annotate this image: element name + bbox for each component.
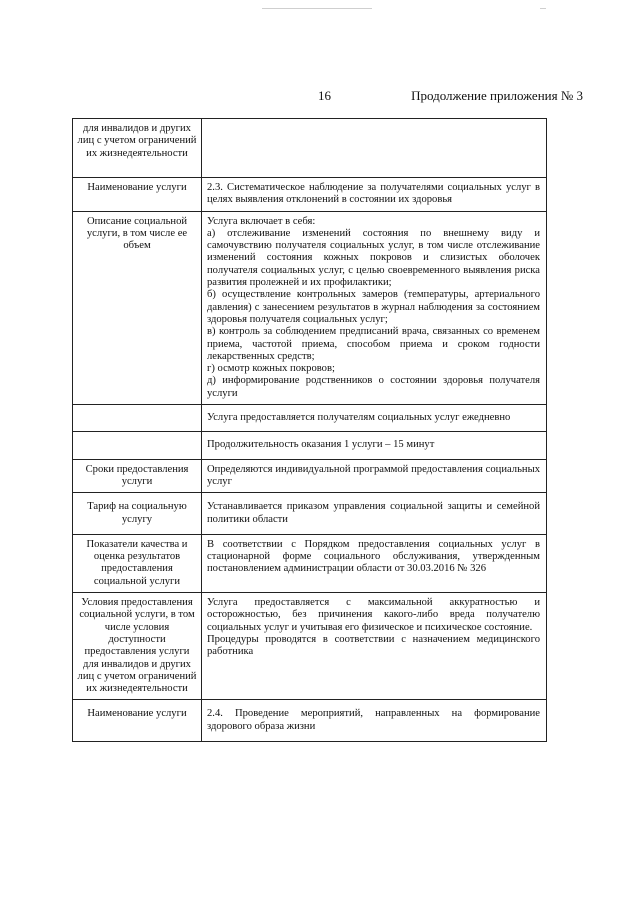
conditions-paragraph: Процедуры проводятся в соответствии с назначением медицинского работника xyxy=(207,633,540,658)
service-conditions xyxy=(202,593,547,700)
row-content xyxy=(202,119,547,178)
description-paragraph: г) осмотр кожных покровов; xyxy=(207,363,335,375)
description-paragraph: в) контроль за соблюдением предписаний врача, связанных со временем приема, частотой приема, способом приема и сроком годности лекарственных средств; xyxy=(207,326,540,362)
service-frequency: Услуга предоставляется получателям социальных услуг ежедневно xyxy=(202,405,547,432)
service-terms: Определяются индивидуальной программой предоставления социальных услуг xyxy=(202,459,547,493)
description-paragraph: Услуга включает в себя: xyxy=(207,215,316,227)
scan-artifact-line xyxy=(262,8,372,9)
service-name: 2.4. Проведение мероприятий, направленных на формирование здорового образа жизни xyxy=(202,700,547,742)
table-row xyxy=(73,700,547,742)
row-label: Наименование услуги xyxy=(73,178,202,212)
page-number: 16 xyxy=(318,88,331,103)
row-label: Сроки предоставления услуги xyxy=(73,459,202,493)
service-description xyxy=(202,211,547,404)
service-tariff: Устанавливается приказом управления социальной защиты и семейной политики области xyxy=(202,493,547,535)
table-row xyxy=(73,211,547,404)
service-name: 2.3. Систематическое наблюдение за получателями социальных услуг в целях выявления отклонений в состоянии их здоровья xyxy=(202,178,547,212)
table-row xyxy=(73,178,547,212)
row-label: Тариф на социальную услугу xyxy=(73,493,202,535)
description-paragraph: д) информирование родственников о состоянии здоровья получателя услуги xyxy=(207,375,540,399)
conditions-paragraph: Услуга предоставляется с максимальной аккуратностью и осторожностью, без причинения какого-либо вреда получателю социальных услуг и учитывая его физическое и психическое состояние. xyxy=(207,597,540,633)
table-row xyxy=(73,593,547,700)
row-label: Условия предоставления социальной услуги, в том числе условия доступности предоставления услуги для инвалидов и других лиц с учетом ограничений их жизнедеятельности xyxy=(73,593,202,700)
appendix-continuation: Продолжение приложения № 3 xyxy=(411,88,583,103)
scan-artifact-line xyxy=(540,8,546,9)
table-row xyxy=(73,534,547,592)
table-row xyxy=(73,405,547,432)
table-row xyxy=(73,493,547,535)
quality-indicators: В соответствии с Порядком предоставления социальных услуг в стационарной форме социального обслуживания, утвержденным постановлением администрации области от 30.03.2016 № 326 xyxy=(202,534,547,592)
row-label: Наименование услуги xyxy=(73,700,202,742)
description-paragraph: б) осуществление контрольных замеров (температуры, артериального давления) с занесением результатов в журнал наблюдения за состоянием здоровья получателя социальных услуг; xyxy=(207,289,540,325)
row-label: для инвалидов и других лиц с учетом ограничений их жизнедеятельности xyxy=(73,119,202,178)
row-label-empty xyxy=(73,432,202,459)
service-duration: Продолжительность оказания 1 услуги – 15 минут xyxy=(202,432,547,459)
description-paragraph: а) отслеживание изменений состояния по внешнему виду и самочувствию получателя социальных услуг, в том числе отслеживание изменений состояния кожных покровов и слизистых оболочек получателя социальных услуг, с целью своевременного выявления риска развития пролежней и их профилактики; xyxy=(207,227,540,289)
row-label-empty xyxy=(73,405,202,432)
table-row xyxy=(73,119,547,178)
table-row xyxy=(73,459,547,493)
row-label: Описание социальной услуги, в том числе ее объем xyxy=(73,211,202,404)
table-row xyxy=(73,432,547,459)
row-label: Показатели качества и оценка результатов предоставления социальной услуги xyxy=(73,534,202,592)
services-table xyxy=(72,118,547,742)
